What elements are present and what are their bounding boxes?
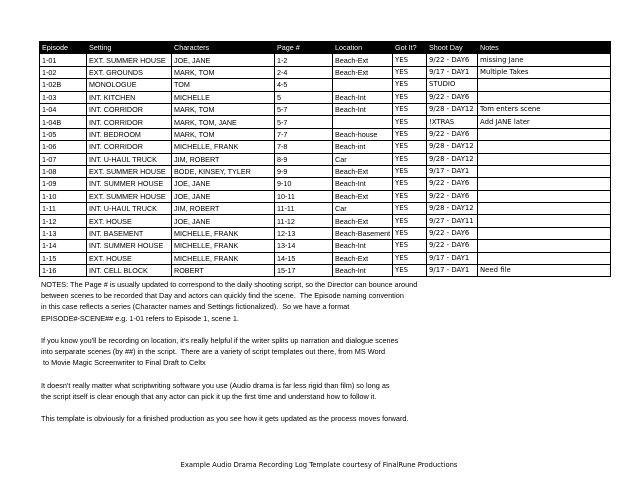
- notes-paragraph: [41, 279, 611, 324]
- cell-episode: 1-02: [40, 66, 87, 78]
- col-header-got-it: Got It?: [393, 42, 427, 54]
- cell-page: 5-7: [275, 103, 333, 115]
- notes-line: into serparate scenes (by ##) in the script. There are a variety of script templates out there, from MS Word: [41, 347, 386, 357]
- cell-episode: 1-08: [40, 165, 87, 177]
- cell-location: Beach-Int: [333, 240, 393, 252]
- cell-notes: [478, 240, 611, 252]
- cell-location: Beach-Basement: [333, 227, 393, 239]
- cell-shoot-day: 9/17 - DAY1: [427, 252, 478, 264]
- col-header-page: Page #: [275, 42, 333, 54]
- cell-setting: INT. U-HAUL TRUCK: [87, 153, 172, 165]
- cell-setting: EXT. HOUSE: [87, 252, 172, 264]
- cell-shoot-day: 9/22 - DAY6: [427, 178, 478, 190]
- cell-characters: MICHELLE, FRANK: [172, 252, 275, 264]
- cell-got-it: YES: [393, 79, 427, 91]
- cell-page: 9-10: [275, 178, 333, 190]
- cell-page: 11-12: [275, 215, 333, 227]
- cell-characters: MARK, TOM: [172, 66, 275, 78]
- cell-location: Car: [333, 153, 393, 165]
- cell-setting: INT. SUMMER HOUSE: [87, 240, 172, 252]
- notes-line: to Movie Magic Screenwriter to Final Draft to Celtx: [41, 358, 206, 368]
- cell-notes: [478, 165, 611, 177]
- cell-got-it: YES: [393, 141, 427, 153]
- cell-page: 15-17: [275, 265, 333, 277]
- cell-shoot-day: 9/22 - DAY6: [427, 54, 478, 66]
- cell-episode: 1-13: [40, 227, 87, 239]
- cell-got-it: YES: [393, 153, 427, 165]
- cell-notes: Need file: [478, 265, 611, 277]
- table-row: [40, 128, 611, 140]
- cell-notes: [478, 252, 611, 264]
- cell-location: [333, 116, 393, 128]
- cell-setting: INT. BASEMENT: [87, 227, 172, 239]
- cell-shoot-day: !XTRAS: [427, 116, 478, 128]
- col-header-episode: Episode: [40, 42, 87, 54]
- cell-page: 5: [275, 91, 333, 103]
- cell-episode: 1-07: [40, 153, 87, 165]
- table-row: [40, 203, 611, 215]
- recording-log-table: [39, 41, 611, 277]
- cell-page: 1-2: [275, 54, 333, 66]
- cell-got-it: YES: [393, 227, 427, 239]
- cell-characters: JOE, JANE: [172, 54, 275, 66]
- cell-characters: TOM: [172, 79, 275, 91]
- cell-setting: INT. CORRIDOR: [87, 103, 172, 115]
- cell-got-it: YES: [393, 91, 427, 103]
- cell-episode: 1-03: [40, 91, 87, 103]
- cell-setting: EXT. GROUNDS: [87, 66, 172, 78]
- cell-characters: ROBERT: [172, 265, 275, 277]
- cell-got-it: YES: [393, 190, 427, 202]
- cell-notes: [478, 141, 611, 153]
- cell-notes: [478, 91, 611, 103]
- notes-section: [41, 279, 611, 425]
- cell-shoot-day: 9/28 - DAY12: [427, 103, 478, 115]
- cell-characters: JIM, ROBERT: [172, 153, 275, 165]
- col-header-location: Location: [333, 42, 393, 54]
- cell-got-it: YES: [393, 116, 427, 128]
- cell-got-it: YES: [393, 54, 427, 66]
- table-row: [40, 165, 611, 177]
- cell-notes: [478, 79, 611, 91]
- cell-episode: 1-04: [40, 103, 87, 115]
- cell-page: 7-7: [275, 128, 333, 140]
- table-row: [40, 141, 611, 153]
- cell-shoot-day: 9/22 - DAY6: [427, 227, 478, 239]
- cell-setting: INT. CORRIDOR: [87, 141, 172, 153]
- cell-location: Beach-Int: [333, 103, 393, 115]
- cell-location: Beach-Ext: [333, 165, 393, 177]
- table-row: [40, 79, 611, 91]
- cell-shoot-day: 9/28 - DAY12: [427, 141, 478, 153]
- table-row: [40, 190, 611, 202]
- notes-line: If you know you'll be recording on location, it's really helpful if the writer splits up narration and dialogue scenes: [41, 336, 399, 345]
- cell-setting: EXT. SUMMER HOUSE: [87, 190, 172, 202]
- cell-got-it: YES: [393, 103, 427, 115]
- cell-episode: 1-15: [40, 252, 87, 264]
- table-row: [40, 66, 611, 78]
- notes-line: It doesn't really matter what scriptwriting software you use (Audio drama is far less rigid than film) so long as: [41, 380, 390, 390]
- notes-line: EPISODE#-SCENE## e.g. 1-01 refers to Episode 1, scene 1.: [41, 313, 239, 323]
- cell-setting: INT. U-HAUL TRUCK: [87, 203, 172, 215]
- cell-notes: [478, 153, 611, 165]
- cell-page: 4-5: [275, 79, 333, 91]
- cell-location: Beach-Ext: [333, 66, 393, 78]
- cell-episode: 1-16: [40, 265, 87, 277]
- notes-paragraph: [41, 380, 611, 402]
- cell-setting: INT. BEDROOM: [87, 128, 172, 140]
- notes-paragraph: [41, 335, 611, 369]
- cell-episode: 1-04B: [40, 116, 87, 128]
- cell-episode: 1-09: [40, 178, 87, 190]
- cell-shoot-day: 9/22 - DAY6: [427, 91, 478, 103]
- cell-got-it: YES: [393, 203, 427, 215]
- cell-location: Beach-Int: [333, 178, 393, 190]
- cell-location: Car: [333, 203, 393, 215]
- cell-episode: 1-05: [40, 128, 87, 140]
- cell-characters: JOE, JANE: [172, 178, 275, 190]
- cell-setting: EXT. HOUSE: [87, 215, 172, 227]
- cell-page: 11-11: [275, 203, 333, 215]
- notes-paragraph: [41, 413, 611, 424]
- cell-shoot-day: 9/22 - DAY6: [427, 128, 478, 140]
- cell-page: 13-14: [275, 240, 333, 252]
- cell-got-it: YES: [393, 66, 427, 78]
- col-header-setting: Setting: [87, 42, 172, 54]
- table-row: [40, 54, 611, 66]
- cell-location: Beach-Ext: [333, 54, 393, 66]
- notes-line: NOTES: The Page # is usually updated to correspond to the daily shooting script, so the Director can bounce around: [41, 280, 418, 289]
- cell-episode: 1-02B: [40, 79, 87, 91]
- cell-shoot-day: 9/17 - DAY1: [427, 265, 478, 277]
- cell-location: Beach-house: [333, 128, 393, 140]
- cell-shoot-day: STUDIO: [427, 79, 478, 91]
- cell-page: 7-8: [275, 141, 333, 153]
- cell-setting: INT. CELL BLOCK: [87, 265, 172, 277]
- notes-line: This template is obviously for a finished production as you see how it gets updated as the process moves forward.: [41, 414, 409, 424]
- cell-episode: 1-06: [40, 141, 87, 153]
- cell-page: 12-13: [275, 227, 333, 239]
- cell-notes: Add JANE later: [478, 116, 611, 128]
- cell-got-it: YES: [393, 165, 427, 177]
- table-row: [40, 265, 611, 277]
- cell-got-it: YES: [393, 240, 427, 252]
- cell-notes: [478, 215, 611, 227]
- col-header-notes: Notes: [478, 42, 611, 54]
- cell-shoot-day: 9/22 - DAY6: [427, 240, 478, 252]
- table-row: [40, 103, 611, 115]
- cell-location: Beach-Ext: [333, 252, 393, 264]
- table-row: [40, 227, 611, 239]
- table-row: [40, 91, 611, 103]
- notes-line: between scenes to be recorded that Day and actors can quickly find the scene. The Episode naming convention: [41, 291, 404, 301]
- cell-location: Beach-Ext: [333, 215, 393, 227]
- cell-setting: INT. SUMMER HOUSE: [87, 178, 172, 190]
- col-header-characters: Characters: [172, 42, 275, 54]
- cell-page: 10-11: [275, 190, 333, 202]
- cell-notes: [478, 178, 611, 190]
- cell-characters: BODE, KINSEY, TYLER: [172, 165, 275, 177]
- cell-characters: MICHELLE: [172, 91, 275, 103]
- cell-notes: [478, 227, 611, 239]
- cell-episode: 1-12: [40, 215, 87, 227]
- cell-location: Beach-Int: [333, 91, 393, 103]
- cell-page: 2-4: [275, 66, 333, 78]
- cell-notes: Tom enters scene: [478, 103, 611, 115]
- cell-characters: JOE, JANE: [172, 215, 275, 227]
- cell-characters: MICHELLE, FRANK: [172, 227, 275, 239]
- cell-notes: [478, 128, 611, 140]
- cell-setting: INT. KITCHEN: [87, 91, 172, 103]
- cell-shoot-day: 9/17 - DAY1: [427, 165, 478, 177]
- cell-page: 8-9: [275, 153, 333, 165]
- cell-page: 9-9: [275, 165, 333, 177]
- cell-got-it: YES: [393, 178, 427, 190]
- cell-location: Beach-Int: [333, 265, 393, 277]
- cell-episode: 1-14: [40, 240, 87, 252]
- cell-got-it: YES: [393, 252, 427, 264]
- notes-line: in this case reflects a series (Character names and Settings fictionalized). So we have a format: [41, 302, 350, 312]
- cell-got-it: YES: [393, 215, 427, 227]
- cell-characters: MICHELLE, FRANK: [172, 141, 275, 153]
- cell-episode: 1-11: [40, 203, 87, 215]
- table-row: [40, 240, 611, 252]
- table-row: [40, 153, 611, 165]
- cell-shoot-day: 9/28 - DAY12: [427, 153, 478, 165]
- cell-setting: EXT. SUMMER HOUSE: [87, 54, 172, 66]
- notes-line: the script itself is clear enough that any actor can pick it up the first time and understand how to follow it.: [41, 392, 377, 401]
- cell-characters: JIM, ROBERT: [172, 203, 275, 215]
- cell-notes: [478, 190, 611, 202]
- cell-episode: 1-10: [40, 190, 87, 202]
- header-row: [40, 42, 611, 54]
- cell-shoot-day: 9/22 - DAY6: [427, 190, 478, 202]
- cell-setting: EXT. SUMMER HOUSE: [87, 165, 172, 177]
- cell-shoot-day: 9/17 - DAY1: [427, 66, 478, 78]
- cell-characters: MICHELLE, FRANK: [172, 240, 275, 252]
- col-header-shoot-day: Shoot Day: [427, 42, 478, 54]
- table-row: [40, 252, 611, 264]
- table-row: [40, 178, 611, 190]
- cell-setting: INT. CORRIDOR: [87, 116, 172, 128]
- cell-page: 5-7: [275, 116, 333, 128]
- footer-credit: Example Audio Drama Recording Log Template courtesy of FinalRune Productions: [180, 461, 458, 469]
- cell-location: Beach-Ext: [333, 190, 393, 202]
- table-row: [40, 116, 611, 128]
- cell-shoot-day: 9/28 - DAY12: [427, 203, 478, 215]
- table-row: [40, 215, 611, 227]
- cell-characters: MARK, TOM, JANE: [172, 116, 275, 128]
- cell-notes: [478, 203, 611, 215]
- cell-setting: MONOLOGUE: [87, 79, 172, 91]
- cell-characters: JOE, JANE: [172, 190, 275, 202]
- cell-location: [333, 79, 393, 91]
- cell-notes: missing Jane: [478, 54, 611, 66]
- cell-location: Beach-int: [333, 141, 393, 153]
- cell-got-it: YES: [393, 265, 427, 277]
- cell-episode: 1-01: [40, 54, 87, 66]
- cell-characters: MARK, TOM: [172, 128, 275, 140]
- cell-shoot-day: 9/27 - DAY11: [427, 215, 478, 227]
- cell-page: 14-15: [275, 252, 333, 264]
- cell-got-it: YES: [393, 128, 427, 140]
- cell-characters: MARK, TOM: [172, 103, 275, 115]
- cell-notes: Multiple Takes: [478, 66, 611, 78]
